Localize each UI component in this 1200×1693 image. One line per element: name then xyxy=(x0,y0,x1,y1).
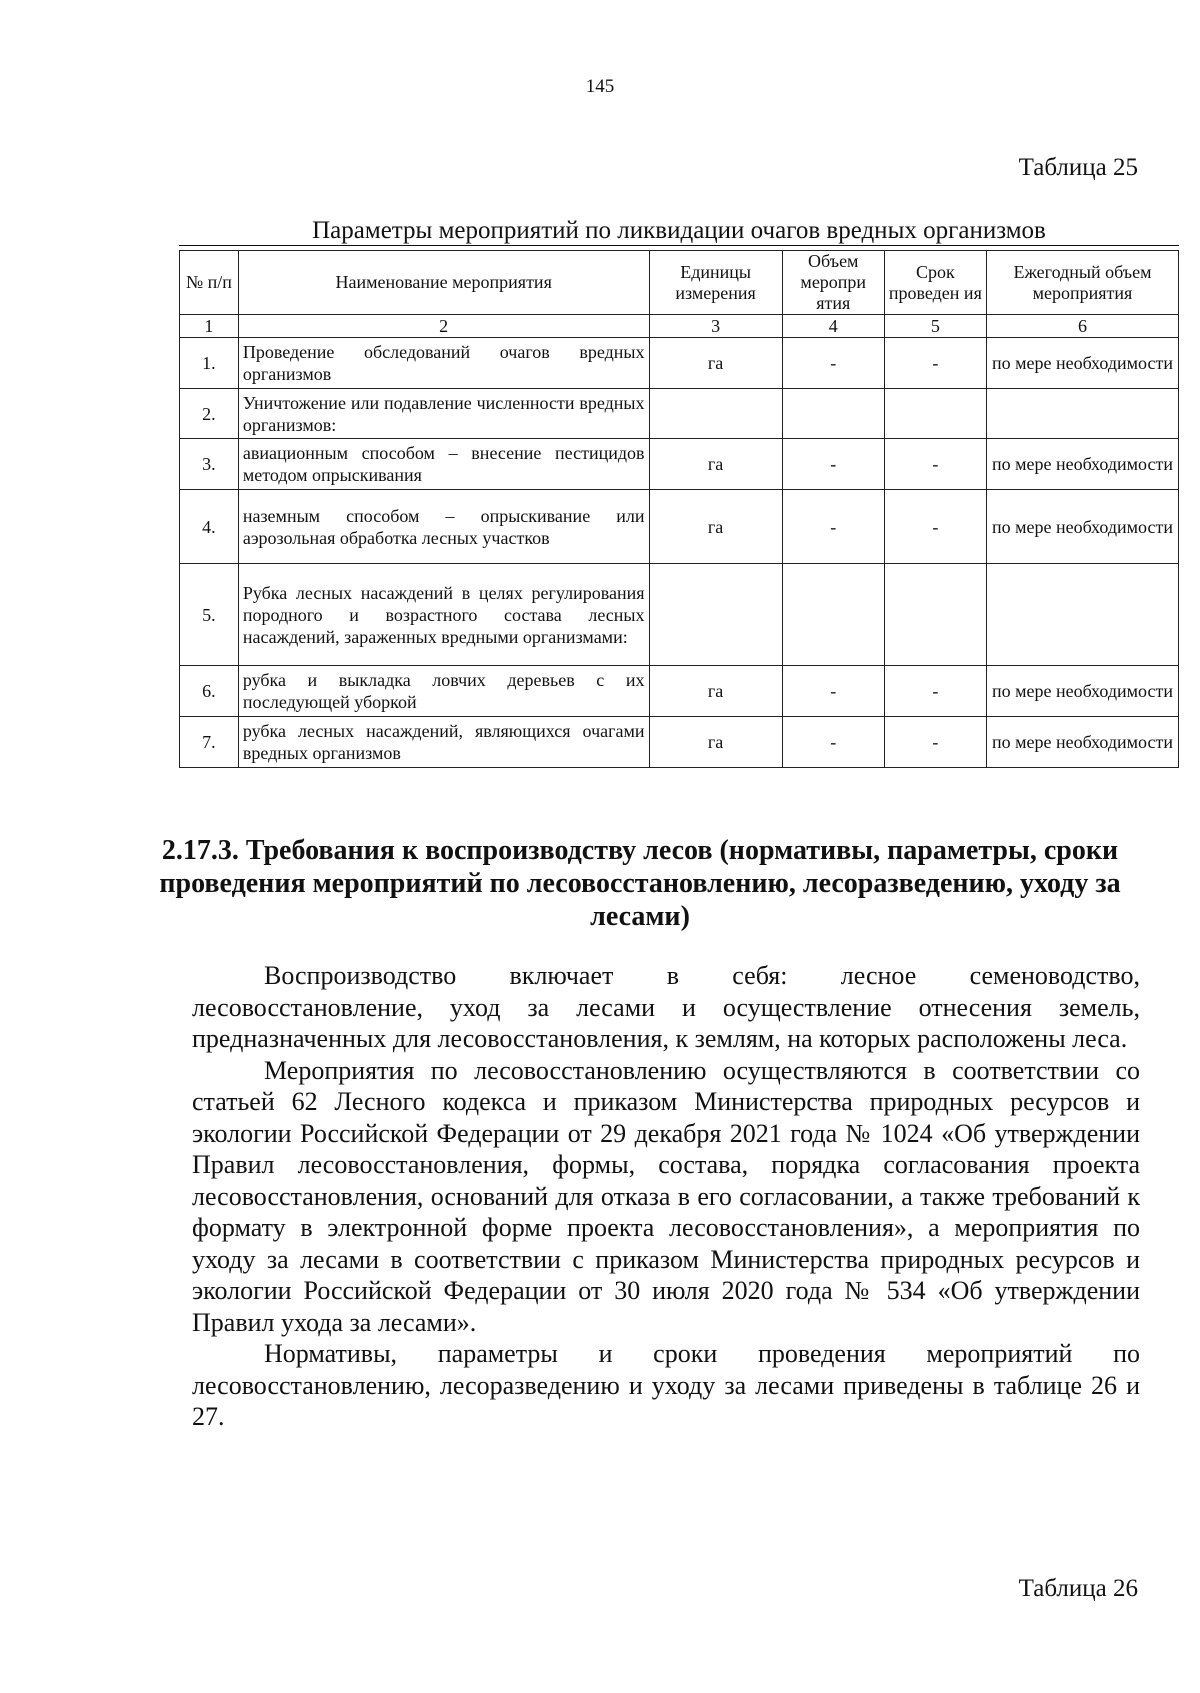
row-name: Уничтожение или подавление численности вредных организмов: xyxy=(238,389,649,439)
row-volume xyxy=(782,389,884,439)
table-26-label: Таблица 26 xyxy=(1018,1575,1138,1602)
row-term: - xyxy=(884,439,986,490)
row-num: 4. xyxy=(180,490,239,564)
table-row xyxy=(180,389,1179,439)
col-number: 1 xyxy=(180,315,239,338)
table-row xyxy=(180,439,1179,490)
row-name: рубка и выкладка ловчих деревьев с их последующей уборкой xyxy=(238,666,649,717)
row-unit: га xyxy=(649,490,782,564)
row-num: 3. xyxy=(180,439,239,490)
row-volume: - xyxy=(782,490,884,564)
row-unit: га xyxy=(649,717,782,768)
paragraph: Нормативы, параметры и сроки проведения мероприятий по лесовосстановлению, лесоразведению и уходу за лесами приведены в таблице 26 и 27. xyxy=(192,1339,1140,1431)
col-number: 2 xyxy=(238,315,649,338)
header-unit: Единицы измерения xyxy=(649,251,782,315)
page-number: 145 xyxy=(585,76,615,97)
row-unit xyxy=(649,564,782,666)
row-name: Рубка лесных насаждений в целях регулирования породного и возрастного состава лесных насаждений, зараженных вредными организмами: xyxy=(238,564,649,666)
row-term xyxy=(884,564,986,666)
table-25-title: Параметры мероприятий по ликвидации очагов вредных организмов xyxy=(179,217,1179,246)
row-volume: - xyxy=(782,338,884,389)
table-row xyxy=(180,564,1179,666)
section-heading: 2.17.3. Требования к воспроизводству лесов (нормативы, параметры, сроки проведения мероприятий по лесовосстановлению, лесоразведению, уходу за лесами) xyxy=(159,835,1121,932)
table-25 xyxy=(179,250,1179,768)
row-annual: по мере необходимости xyxy=(986,338,1178,389)
header-num: № п/п xyxy=(180,251,239,315)
row-num: 2. xyxy=(180,389,239,439)
row-name: рубка лесных насаждений, являющихся очагами вредных организмов xyxy=(238,717,649,768)
header-term: Срок проведен ия xyxy=(884,251,986,315)
row-term: - xyxy=(884,717,986,768)
row-name: наземным способом – опрыскивание или аэрозольная обработка лесных участков xyxy=(238,490,649,564)
row-annual: по мере необходимости xyxy=(986,490,1178,564)
row-annual: по мере необходимости xyxy=(986,717,1178,768)
table-row xyxy=(180,490,1179,564)
row-num: 5. xyxy=(180,564,239,666)
row-term: - xyxy=(884,490,986,564)
col-number: 3 xyxy=(649,315,782,338)
row-num: 1. xyxy=(180,338,239,389)
row-term: - xyxy=(884,666,986,717)
row-name: авиационным способом – внесение пестицидов методом опрыскивания xyxy=(238,439,649,490)
row-volume: - xyxy=(782,439,884,490)
row-annual: по мере необходимости xyxy=(986,666,1178,717)
table-header-row xyxy=(180,251,1179,315)
table-row xyxy=(180,717,1179,768)
row-unit: га xyxy=(649,439,782,490)
header-name: Наименование мероприятия xyxy=(238,251,649,315)
col-number: 6 xyxy=(986,315,1178,338)
row-volume xyxy=(782,564,884,666)
row-annual xyxy=(986,389,1178,439)
row-num: 7. xyxy=(180,717,239,768)
table-row xyxy=(180,338,1179,389)
section-body xyxy=(192,960,1140,1433)
table-25-label: Таблица 25 xyxy=(1018,154,1138,181)
row-name: Проведение обследований очагов вредных организмов xyxy=(238,338,649,389)
row-term xyxy=(884,389,986,439)
header-annual: Ежегодный объем мероприятия xyxy=(986,251,1178,315)
row-annual xyxy=(986,564,1178,666)
row-unit: га xyxy=(649,338,782,389)
row-volume: - xyxy=(782,666,884,717)
row-annual: по мере необходимости xyxy=(986,439,1178,490)
col-number: 4 xyxy=(782,315,884,338)
row-num: 6. xyxy=(180,666,239,717)
table-row xyxy=(180,666,1179,717)
column-numbers-row xyxy=(180,315,1179,338)
row-term: - xyxy=(884,338,986,389)
paragraph: Воспроизводство включает в себя: лесное семеноводство, лесовосстановление, уход за лесами и осуществление отнесения земель, предназначенных для лесовосстановления, к землям, на которых расположены леса. xyxy=(192,961,1140,1053)
row-unit xyxy=(649,389,782,439)
col-number: 5 xyxy=(884,315,986,338)
paragraph: Мероприятия по лесовосстановлению осуществляются в соответствии со статьей 62 Лесного кодекса и приказом Министерства природных ресурсов и экологии Российской Федерации от 29 декабря 2021 года № 1024 «Об утверждении Правил лесовосстановления, формы, состава, порядка согласования проекта лесовосстановления, оснований для отказа в его согласовании, а также требований к формату в электронной форме проекта лесовосстановления», а мероприятия по уходу за лесами в соответствии с приказом Министерства природных ресурсов и экологии Российской Федерации от 30 июля 2020 года № 534 «Об утверждении Правил ухода за лесами». xyxy=(192,1055,1140,1337)
header-volume: Объем меропри ятия xyxy=(782,251,884,315)
row-unit: га xyxy=(649,666,782,717)
row-volume: - xyxy=(782,717,884,768)
